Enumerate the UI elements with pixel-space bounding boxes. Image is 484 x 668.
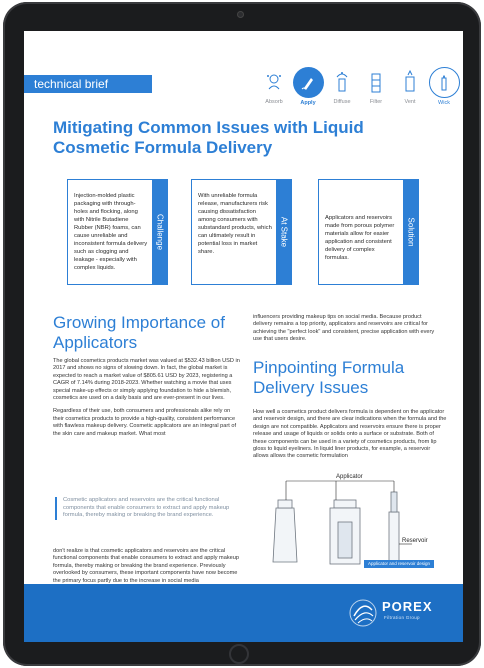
at-stake-card	[191, 179, 292, 285]
heading-line-2: Applicators	[53, 333, 138, 352]
process-icons	[257, 67, 463, 121]
home-button[interactable]	[229, 644, 249, 664]
vent-item	[393, 67, 427, 105]
challenge-card	[67, 179, 168, 285]
page-title	[53, 118, 433, 158]
heading-line-1: Pinpointing Formula	[253, 358, 405, 377]
applicator-label: Applicator	[336, 474, 363, 480]
tablet-frame	[3, 2, 481, 666]
apply-item	[291, 67, 325, 106]
wick-item	[427, 67, 461, 106]
paragraph: don't realize is that cosmetic applicators and reservoirs are the critical functional components that enable consumers to extract and apply makeup formula, thereby making or breaking the brand experience. Previously overlooked by consumers, these important components have now become the primary focus partly due to the increase in social media	[53, 548, 239, 584]
wick-label: Wick	[438, 100, 450, 106]
heading-line-1: Growing Importance of	[53, 313, 225, 332]
heading-line-2: Delivery Issues	[253, 378, 369, 397]
right-column-intro	[253, 314, 441, 350]
challenge-tab	[152, 180, 167, 284]
brand-subtitle: Filtration Group	[384, 615, 420, 620]
diffuse-icon	[331, 69, 353, 97]
at-stake-text: With unreliable formula release, manufacturers risk causing dissatisfaction among consumers with substandard products, which can ultimately result in potential loss in market share.	[198, 193, 272, 255]
diffuse-item	[325, 67, 359, 105]
challenge-text: Injection-molded plastic packaging with through-holes and flocking, along with Nitrile Butadiene Rubber (NBR) foams, can cause unreliable and inconsistent formula delivery such as clogging and leakage - especially with complex liquids.	[74, 193, 148, 271]
solution-tab-label: Solution	[406, 217, 415, 247]
title-line-2: Cosmetic Formula Delivery	[53, 138, 273, 157]
paragraph: The global cosmetics products market was valued at $532.43 billion USD in 2017 and shows no signs of slowing down. In fact, the global market is expected to reach a market value of $805.61 USD by 2023, registering a CAGR of 7.14% during 2018-2023. Whether watching a movie that uses special make-up effects or simply applying foundation to hide a blemish, cosmetics are used on a daily basis and are ever-present in our lives.	[53, 358, 240, 402]
figure-caption: Applicator and reservoir design types	[364, 560, 434, 568]
section-heading-applicators	[53, 313, 225, 353]
document-page	[24, 31, 463, 642]
right-column-body	[253, 409, 447, 467]
absorb-label: Absorb	[265, 99, 283, 105]
technical-brief-tag: technical brief	[24, 75, 152, 93]
filter-label: Filter	[369, 99, 383, 105]
title-line-1: Mitigating Common Issues with Liquid	[53, 118, 364, 137]
at-stake-tab	[276, 180, 291, 284]
pull-quote: Cosmetic applicators and reservoirs are the critical functional components that enable consumers to extract and apply makeup formula, thereby making or breaking the brand experience.	[55, 497, 243, 520]
solution-tab	[403, 180, 418, 284]
diffuse-label: Diffuse	[333, 99, 351, 105]
paragraph: influencers providing makeup tips on social media. Because product delivery remains a top priority, applicators and reservoirs are critical for achieving the "perfect look" and consistent, precise application with every use that users desire.	[253, 314, 435, 343]
filter-icon	[365, 69, 387, 97]
apply-label: Apply	[300, 100, 316, 106]
challenge-tab-label: Challenge	[155, 213, 164, 251]
paragraph: How well a cosmetics product delivers formula is dependent on the applicator and reservoir design, and there are clear indications when the formula and the design are not compatible. Applicators and reservoirs ensure there is proper release and usage of liquids or solids onto a surface or substrate. Both of these components can be used in a variety of cosmetics products, from lip gloss to liquid eyeliners. In liquid liner products, for example, a reservoir allows allows the cosmetic formulation	[253, 409, 447, 460]
left-column-body	[53, 358, 241, 444]
apply-icon	[299, 74, 317, 92]
wick-icon	[436, 74, 452, 92]
porex-logo-icon	[346, 596, 380, 630]
paragraph: Regardless of their use, both consumers and professionals alike rely on their cosmetics products to provide a high-quality, consistent performance with flawless makeup delivery. Cosmetic applicators are an integral part of the skin care and makeup market. What most	[53, 408, 237, 437]
absorb-icon	[263, 69, 285, 97]
reservoir-label: Reservoir	[402, 538, 428, 544]
footer-bar	[24, 584, 463, 642]
absorb-item	[257, 67, 291, 105]
solution-text: Applicators and reservoirs made from porous polymer materials allow for easier application and consistent delivery of complex formulas.	[325, 215, 395, 261]
camera-dot	[237, 11, 244, 18]
vent-icon	[399, 69, 421, 97]
at-stake-tab-label: At Stake	[279, 216, 288, 248]
vent-label: Vent	[404, 99, 416, 105]
filter-item	[359, 67, 393, 105]
brand-name: POREX	[382, 599, 433, 614]
section-heading-pinpointing	[253, 358, 404, 398]
solution-card	[318, 179, 419, 285]
